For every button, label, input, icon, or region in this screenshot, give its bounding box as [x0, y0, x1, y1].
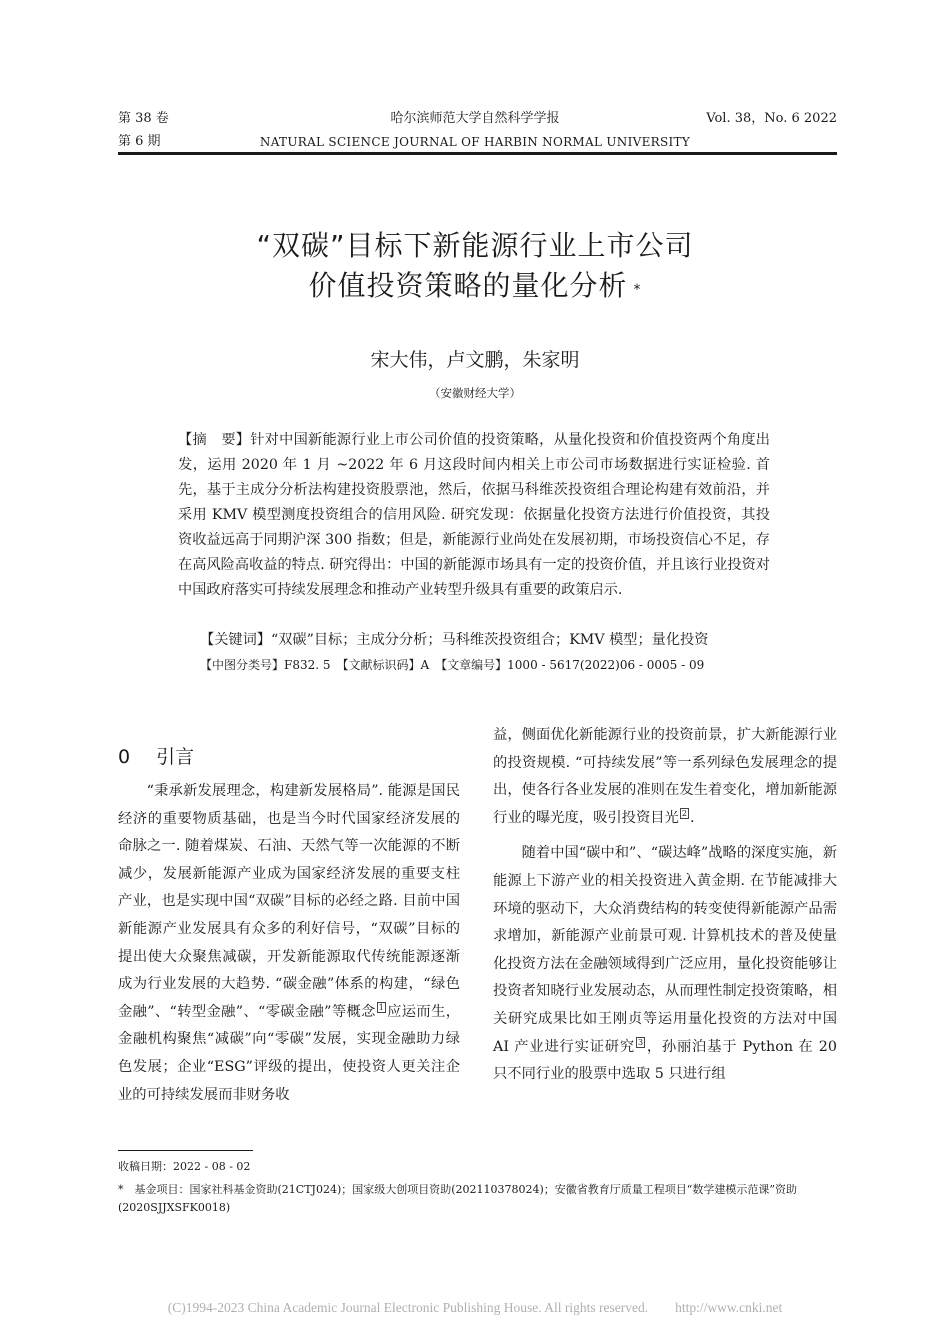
left-column [118, 778, 460, 1109]
paragraph: 随着中国“碳中和”、“碳达峰”战略的深度实施，新能源上下游产业的相关投资进入黄金期. 在节能减排大环境的驱动下，大众消费结构的转变使得新能源产品需求增加，新能源产业前景可观. 计算机技术的普及使量化投资方法在金融领域得到广泛应用，量化投资能够让投资者知晓行业发展动态，从而理性制定投资策略，相关研究成果比如王刚贞等运用量化投资的方法对中国 AI 产业进行实证研究 $^3$ ，孙丽泊基于 Python 在 20 只不同行业的股票中选取 5 只进行组 [493, 845, 837, 1083]
citation-ref[interactable]: 3 [637, 1037, 644, 1047]
affiliation: （安徽财经大学） [429, 386, 521, 400]
paper-title-line2: 价值投资策略的量化分析 * [308, 269, 642, 302]
received-date: 收稿日期：2022 - 08 - 02 [118, 1160, 251, 1173]
classification-line: 【中图分类号】F832. 5 【文献标识码】A 【文章编号】1000 - 5617(2022)06 - 0005 - 09 [200, 658, 705, 672]
section-heading [118, 742, 220, 769]
copyright-line: (C)1994-2023 China Academic Journal Electronic Publishing House. All rights reserved. http://www.cnki.net [167, 1300, 783, 1315]
keywords-label: 【关键词】 [200, 632, 271, 648]
section-number: 0 [118, 746, 131, 768]
authors: 宋大伟，卢文鹏，朱家明 [370, 349, 580, 371]
right-column [493, 722, 837, 1089]
abstract-label: 【摘 要】 [178, 432, 251, 448]
title-footnote-mark: * [633, 282, 642, 298]
header-rule [118, 152, 837, 155]
citation-ref[interactable]: 2 [681, 809, 687, 819]
paragraph: “秉承新发展理念，构建新发展格局”. 能源是国民经济的重要物质基础，也是当今时代国家经济发展的命脉之一. 随着煤炭、石油、天然气等一次能源的不断减少，发展新能源产业成为国家经济发展的重要支柱产业，也是实现中国“双碳”目标的必经之路. 目前中国新能源产业发展具有众多的利好信号，“双碳”目标的提出使大众聚焦减碳，开发新能源取代传统能源逐渐成为行业发展的大趋势. “碳金融”体系的构建，“绿色金融”、“转型金融”、“零碳金融”等概念 $^1$ 应运而生，金融机构聚焦“减碳”向“零碳”发展，实现金融助力绿色发展；企业“ESG”评级的提出，使投资人更关注企业的可持续发展而非财务收 [118, 783, 460, 1103]
paragraph: 益，侧面优化新能源行业的投资前景，扩大新能源行业的投资规模. “可持续发展”等一系列绿色发展理念的提出，使各行各业发展的准则在发生着变化，增加新能源行业的曝光度，吸引投资目光 $^2$ . [493, 727, 837, 826]
journal-name-cn: 哈尔滨师范大学自然科学学报 [390, 111, 560, 126]
paper-title-line1: “双碳”目标下新能源行业上市公司 [256, 229, 694, 262]
funding-footnote: * 基金项目：国家社科基金资助(21CTJ024)；国家级大创项目资助(202110378024)；安徽省教育厅质量工程项目“数学建模示范课”资助(2020SJJXSFK0018) [118, 1183, 798, 1214]
abstract [178, 428, 770, 603]
journal-name-en: NATURAL SCIENCE JOURNAL OF HARBIN NORMAL UNIVERSITY [259, 135, 691, 149]
issue-label: 第 6 期 [118, 134, 161, 149]
volume-label: 第 38 卷 [118, 111, 169, 126]
footnote-rule [118, 1150, 253, 1151]
abstract-text: 针对中国新能源行业上市公司价值的投资策略，从量化投资和价值投资两个角度出发，运用 2020 年 1 月 ~2022 年 6 月这段时间内相关上市公司市场数据进行实证检验. 首先，基于主成分分析法构建投资股票池，然后，依据马科维茨投资组合理论构建有效前沿，并采用 KMV 模型测度投资组合的信用风险. 研究发现：依据量化投资方法进行价值投资，其投资收益远高于同期沪深 300 指数；但是，新能源行业尚处在发展初期，市场投资信心不足，存在高风险高收益的特点. 研究得出：中国的新能源市场具有一定的投资价值，并且该行业投资对中国政府落实可持续发展理念和推动产业转型升级具有重要的政策启示. [178, 432, 770, 598]
section-title: 引言 [156, 746, 195, 768]
volume-info: Vol. 38，No. 6 2022 [706, 111, 837, 126]
citation-ref[interactable]: 1 [378, 1002, 384, 1012]
keywords-text: “双碳”目标；主成分分析；马科维茨投资组合；KMV 模型；量化投资 [270, 632, 709, 648]
keywords [200, 628, 775, 653]
